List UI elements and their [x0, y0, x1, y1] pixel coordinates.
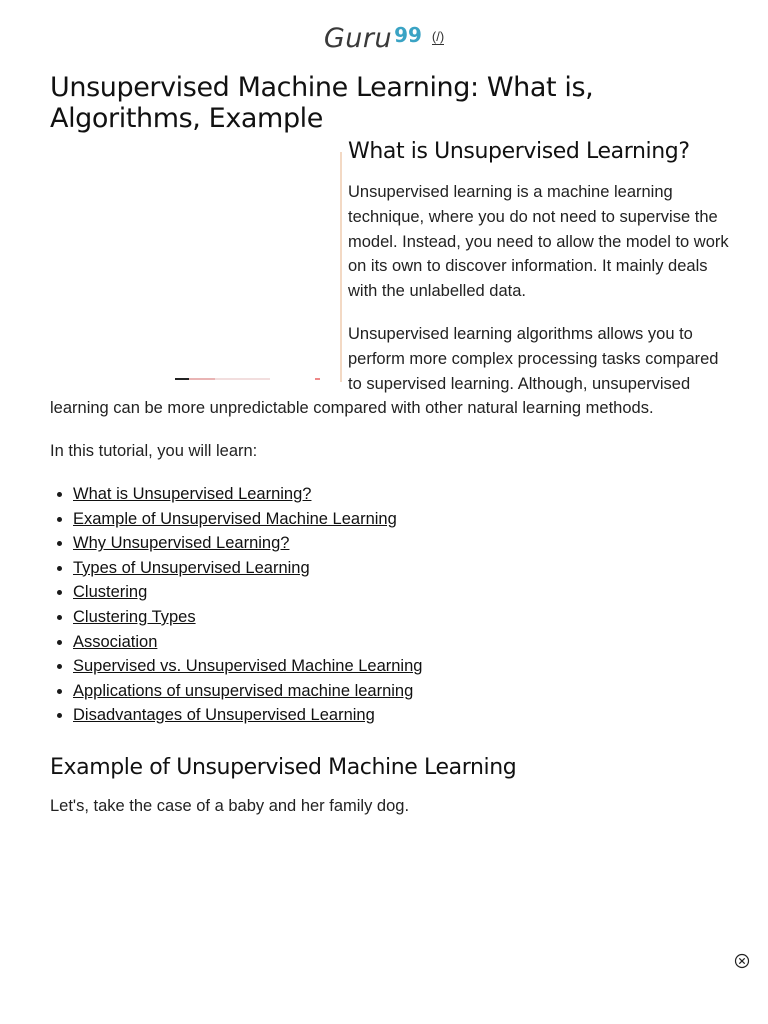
guru99-logo[interactable]	[324, 22, 444, 56]
table-of-contents	[50, 482, 730, 728]
toc-item	[73, 703, 730, 728]
paragraph-example: Let's, take the case of a baby and her family dog.	[50, 796, 410, 815]
home-link[interactable]: (/)	[431, 29, 445, 44]
toc-item	[73, 679, 730, 704]
toc-item	[73, 482, 730, 507]
page-title: Unsupervised Machine Learning: What is, Algorithms, Example	[50, 72, 594, 134]
article	[50, 72, 730, 837]
close-ad-button[interactable]	[734, 953, 750, 969]
logo-word: Guru	[323, 23, 393, 54]
logo-number: 99	[394, 23, 422, 47]
toc-item	[73, 654, 730, 679]
toc-item	[73, 580, 730, 605]
toc-item	[73, 531, 730, 556]
section-heading-what-is: What is Unsupervised Learning?	[348, 139, 690, 164]
toc-link-types[interactable]: Types of Unsupervised Learning	[73, 558, 310, 577]
toc-link-supervised-vs-unsupervised[interactable]: Supervised vs. Unsupervised Machine Learning	[73, 657, 423, 676]
toc-link-association[interactable]: Association	[73, 632, 158, 651]
toc-link-what-is[interactable]: What is Unsupervised Learning?	[73, 484, 312, 503]
toc-link-clustering-types[interactable]: Clustering Types	[73, 607, 196, 626]
article-image	[50, 152, 342, 382]
toc-item	[73, 630, 730, 655]
toc-item	[73, 556, 730, 581]
toc-link-applications[interactable]: Applications of unsupervised machine learning	[73, 681, 414, 700]
toc-link-clustering[interactable]: Clustering	[73, 583, 148, 602]
toc-link-disadvantages[interactable]: Disadvantages of Unsupervised Learning	[73, 706, 375, 725]
close-circle-icon	[734, 953, 750, 969]
toc-link-example[interactable]: Example of Unsupervised Machine Learning	[73, 509, 397, 528]
image-fragment	[175, 378, 320, 380]
site-header	[0, 22, 768, 62]
paragraph-algorithms: Unsupervised learning algorithms allows you to perform more complex processing tasks compared to supervised learning. Although, unsupervised learning can be more unpredictable compared with other natural learning methods.	[50, 324, 719, 418]
toc-link-why[interactable]: Why Unsupervised Learning?	[73, 534, 290, 553]
toc-item	[73, 507, 730, 532]
section-heading-example: Example of Unsupervised Machine Learning	[50, 754, 517, 780]
tutorial-intro: In this tutorial, you will learn:	[50, 442, 258, 461]
paragraph-definition: Unsupervised learning is a machine learning technique, where you do not need to supervise the model. Instead, you need to allow the model to work on its own to discover information. It mainly deals with the unlabelled data.	[348, 183, 729, 301]
toc-item	[73, 605, 730, 630]
